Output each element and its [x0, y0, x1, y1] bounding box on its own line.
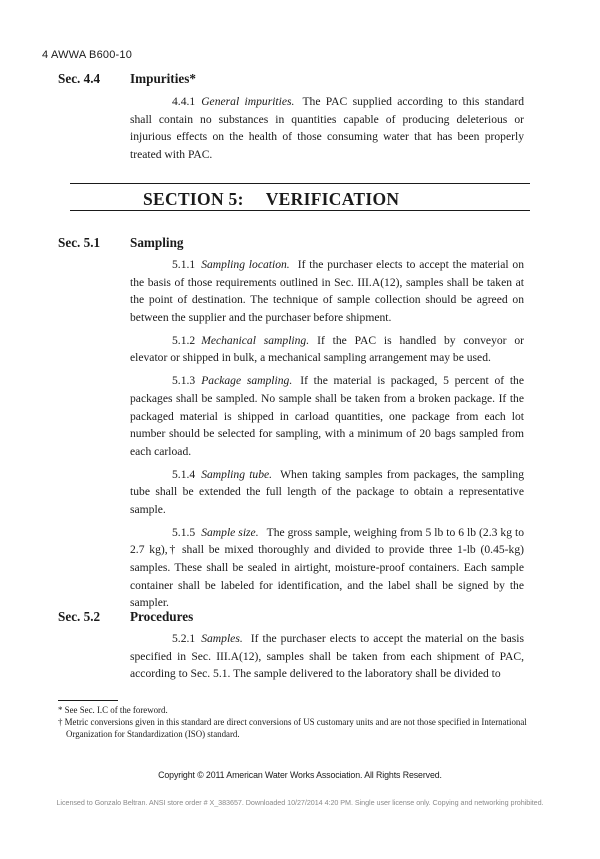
- paragraph-number: 5.1.2: [172, 333, 196, 347]
- paragraph-title: Samples.: [201, 632, 243, 645]
- paragraph-number: 5.1.4: [172, 467, 196, 481]
- paragraph-title: Sample size.: [201, 525, 259, 539]
- paragraph-text: The PAC supplied according to this standard shall contain no substances in quantities capable of producing deleterious or injurious effects on the health of those consuming water that has been properly treated with PAC.: [130, 95, 524, 161]
- section-number: SECTION 5:: [143, 189, 244, 209]
- paragraph-title: Sampling tube.: [201, 467, 273, 481]
- sec-4-4-label: Sec. 4.4: [58, 71, 101, 86]
- paragraph-5-1-1: [130, 256, 524, 326]
- copyright-notice: Copyright © 2011 American Water Works Association. All Rights Reserved.: [158, 770, 442, 780]
- paragraph-text: If the purchaser elects to accept the material on the basis of those requirements outlined in Sec. III.A(12), samples shall be taken at the point of destination. The technique of sample collection should be agreed on between the supplier and the purchaser before shipment.: [130, 258, 525, 324]
- section-rule-bottom: [70, 210, 530, 211]
- sec-5-2-label: Sec. 5.2: [58, 609, 101, 624]
- paragraph-title: General impurities.: [201, 95, 295, 108]
- section-heading: [143, 189, 399, 210]
- paragraph-5-1-5: [130, 524, 524, 612]
- sec-5-1-label: Sec. 5.1: [58, 235, 101, 250]
- paragraph-text: The gross sample, weighing from 5 lb to 6 lb (2.3 kg to 2.7 kg),† shall be mixed thoroughly and divided to provide three 1-lb (0.45-kg) samples. These shall be sealed in airtight, moisture-proof containers. Each sample container shall be labeled for identification, and the label shall be signed by the sampler.: [130, 525, 524, 610]
- paragraph-text: If the purchaser elects to accept the material on the basis specified in Sec. III.A(12), samples shall be taken from each shipment of PAC, according to Sec. 5.1. The sample delivered to the laboratory shall be divided to: [130, 632, 524, 681]
- footnote-rule: [58, 700, 118, 701]
- sec-5-2-title: Procedures: [130, 609, 194, 624]
- sec-5-2-body: [130, 630, 524, 683]
- footnote: † Metric conversions given in this standard are direct conversions of US customary units and are not those specified in International Organization for Standardization (ISO) standard.: [58, 716, 527, 739]
- paragraph-5-1-4: [130, 466, 524, 519]
- sec-5-1-title: Sampling: [130, 235, 184, 250]
- paragraph-title: Package sampling.: [201, 374, 293, 388]
- paragraph-number: 5.1.3: [172, 374, 196, 388]
- running-header: 4 AWWA B600-10: [42, 49, 133, 61]
- footnotes: [58, 705, 538, 740]
- paragraph-4-4-1: [130, 93, 524, 163]
- paragraph-text: When taking samples from packages, the sampling tube shall be extended the full length of the package to obtain a representative sample.: [130, 467, 525, 516]
- paragraph-number: 5.1.1: [172, 258, 196, 271]
- paragraph-title: Mechanical sampling.: [201, 333, 310, 347]
- paragraph-text: If the PAC is handled by conveyor or elevator or shipped in bulk, a mechanical sampling arrangement may be used.: [130, 333, 524, 365]
- section-title: VERIFICATION: [265, 189, 400, 209]
- paragraph-text: If the material is packaged, 5 percent of the packages shall be sampled. No sample shall be taken from a broken package. If the packaged material is shipped in carload quantities, one package from each lot number should be selected for sampling, with a minimum of 20 bags sampled from each carload.: [130, 374, 524, 458]
- sec-4-4-title: Impurities*: [130, 71, 196, 86]
- paragraph-5-2-1: [130, 630, 524, 683]
- paragraph-5-1-2: [130, 332, 524, 367]
- sec-5-1-body: [130, 256, 524, 612]
- paragraph-number: 4.4.1: [172, 95, 196, 108]
- paragraph-number: 5.1.5: [172, 525, 196, 539]
- paragraph-5-1-3: [130, 372, 524, 460]
- paragraph-title: Sampling location.: [201, 258, 290, 271]
- paragraph-number: 5.2.1: [172, 632, 196, 645]
- license-watermark: Licensed to Gonzalo Beltran. ANSI store order # X_383657. Downloaded 10/27/2014 4:20 PM. Single user license only. Copying and networking prohibited.: [56, 798, 544, 807]
- section-rule-top: [70, 183, 530, 184]
- footnote: * See Sec. I.C of the foreword.: [58, 705, 168, 715]
- sec-4-4-body: [130, 93, 524, 163]
